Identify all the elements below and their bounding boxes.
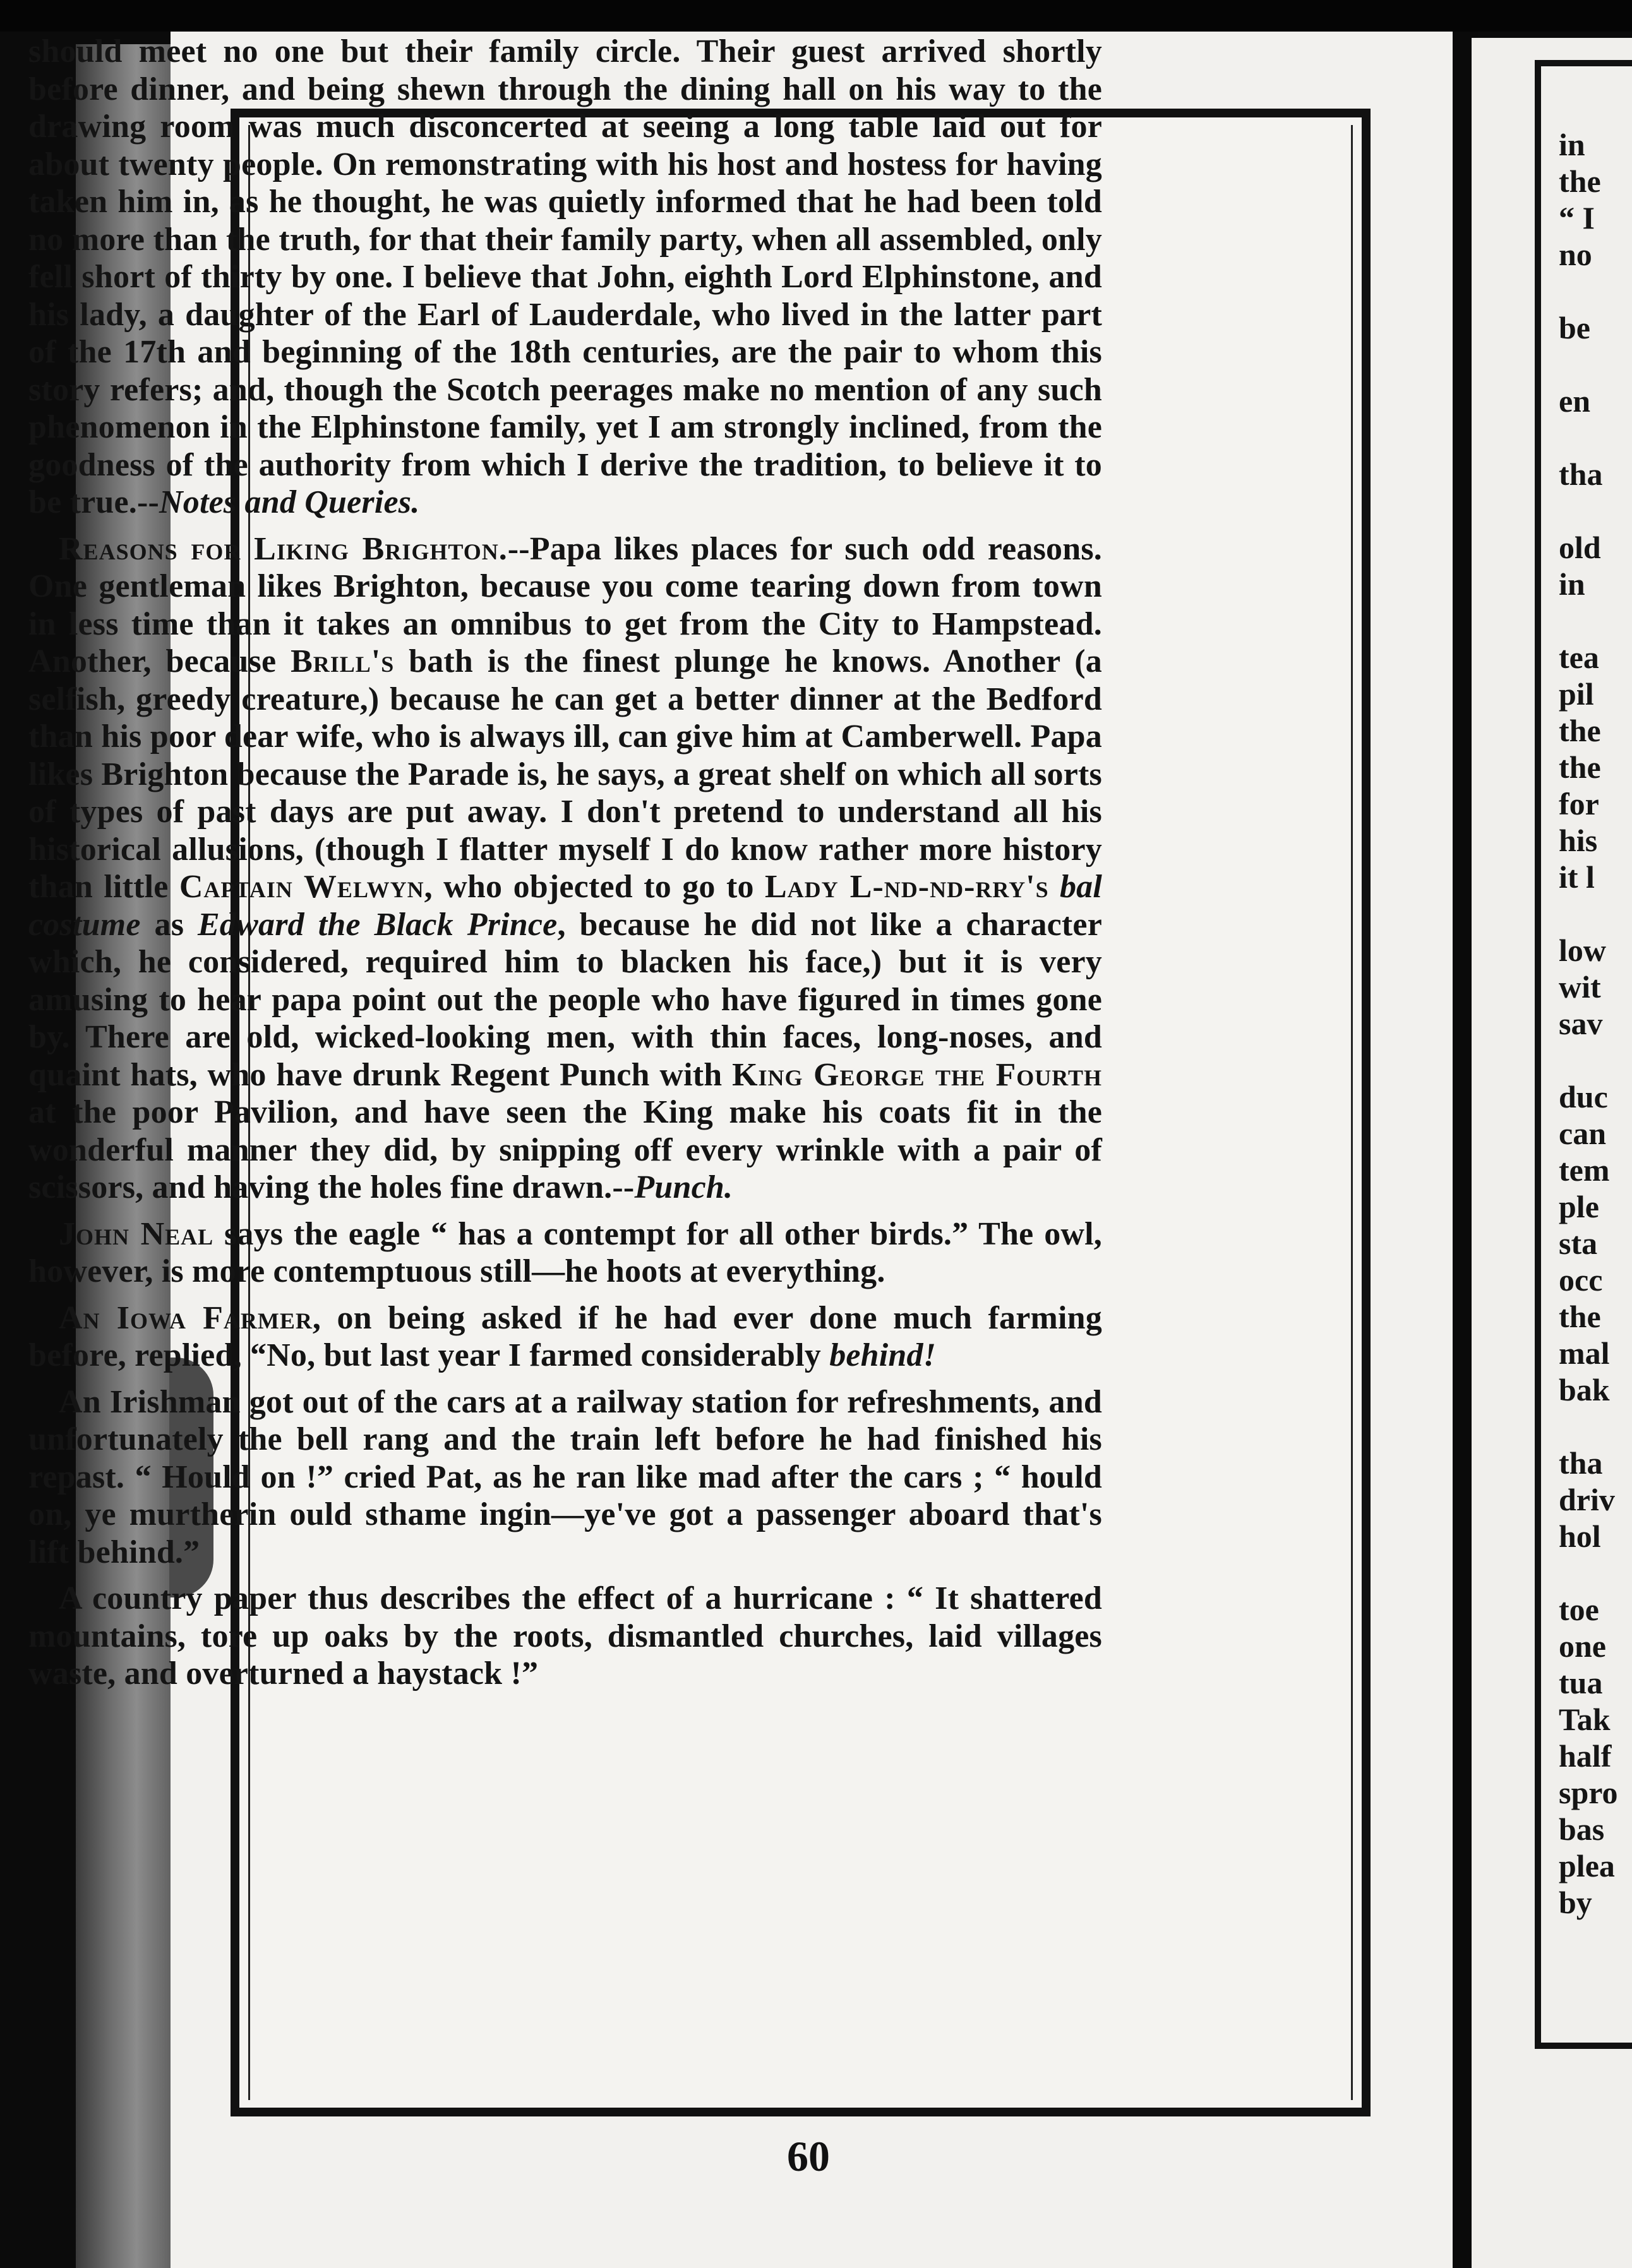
right-page-fragment: pil (1559, 676, 1594, 712)
right-page-text-fragments (1559, 126, 1632, 1921)
right-page-fragment (1559, 1555, 1632, 1591)
source-notes-and-queries: Notes and Queries. (159, 484, 420, 520)
right-page-fragment (1559, 346, 1632, 383)
right-page-fragment (1559, 492, 1632, 529)
right-page-fragment: plea (1559, 1848, 1615, 1883)
right-page-fragment (1559, 1042, 1632, 1078)
right-page-fragment: Tak (1559, 1702, 1611, 1737)
right-page-fragment: no (1559, 237, 1592, 272)
scan-border-top (0, 0, 1632, 32)
phrase-bal-costume: bal costume (28, 869, 1103, 943)
paragraph-brighton: Reasons for Liking Brighton.--Papa likes places for such odd reasons. One gentleman likes Brighton, because you come tearing down from town in less time than it takes an omnibus to get from the City to Hampstead. Another, because Brill's bath is the finest plunge he knows. Another (a selfish, greedy creature,) because he can get a better dinner at the Bedford than his poor dear wife, who is always ill, can give him at Camberwell. Papa likes Brighton because the Parade is, he says, a great shelf on which all sorts of types of past days are put away. I don't pretend to understand all his historical allusions, (though I flatter myself I do know rather more history than little Captain Welwyn, who objected to go to Lady L-nd-nd-rry's bal costume as Edward the Black Prince, because he did not like a character which, he considered, required him to blacken his face,) but it is very amusing to hear papa point out the people who have figured in times gone by. There are old, wicked-looking men, with thin faces, long-noses, and quaint hats, who have drunk Regent Punch with King George the Fourth at the poor Pavilion, and have seen the King make his coats fit in the wonderful manner they did, by snipping off every wrinkle with a pair of scissors, and having the holes fine drawn.--Punch. (28, 530, 1103, 1205)
right-page-fragment (1559, 602, 1632, 639)
phrase-behind: behind! (829, 1337, 937, 1373)
phrase-edward-black-prince: Edward the Black Prince (198, 906, 558, 943)
right-page-fragment: half (1559, 1738, 1612, 1774)
name-iowa-farmer: An Iowa Farmer (59, 1299, 313, 1336)
right-page-fragment: en (1559, 383, 1590, 419)
right-page-fragment: the (1559, 1299, 1601, 1334)
right-page-fragment: mal (1559, 1335, 1610, 1371)
right-page-fragment: the (1559, 713, 1601, 748)
right-page-fragment: bak (1559, 1372, 1610, 1407)
name-lady: Lady L-nd-nd-rry's (765, 869, 1049, 905)
name-captain-welwyn: Captain Welwyn (179, 869, 424, 905)
right-page-fragment: sta (1559, 1226, 1598, 1261)
name-john-neal: John Neal (59, 1215, 214, 1252)
right-page-fragment: tua (1559, 1665, 1603, 1700)
right-page-fragment: in (1559, 566, 1585, 602)
right-page-fragment: spro (1559, 1775, 1618, 1810)
right-page-fragment: ple (1559, 1189, 1599, 1224)
right-page-fragment (1559, 1408, 1632, 1445)
right-page-fragment: his (1559, 823, 1598, 858)
right-page-fragment: “ I (1559, 200, 1595, 236)
paragraph-elphinstone: should meet no one but their family circle. Their guest arrived shortly before dinner, and being shewn through the dining hall on his way to the drawing room was much disconcerted at seeing a long table laid out for about twenty people. On remonstrating with his host and hostess for having taken him in, as he thought, he was quietly informed that he had been told no more than the truth, for that their family party, when all assembled, only fell short of thirty by one. I believe that John, eighth Lord Elphinstone, and his lady, a daughter of the Earl of Lauderdale, who lived in the latter part of the 17th and beginning of the 18th centuries, are the pair to whom this story refers; and, though the Scotch peerages make no mention of any such phenomenon in the Elphinstone family, yet I am strongly inclined, from the goodness of the authority from which I derive the tradition, to believe it to be true.--Notes and Queries. (28, 33, 1102, 520)
right-page-fragment (1559, 895, 1632, 932)
heading-reasons-brighton: Reasons for Liking Brighton. (59, 530, 508, 567)
right-page-fragment (1559, 273, 1632, 309)
paragraph-iowa-farmer: An Iowa Farmer, on being asked if he had ever done much farming before, replied, “No, but last year I farmed considerably behind! (28, 1299, 1102, 1373)
right-page-fragment: can (1559, 1116, 1606, 1151)
right-page-fragment: wit (1559, 969, 1601, 1005)
paragraph-irishman: An Irishman got out of the cars at a railway station for refreshments, and unfortunately the bell rang and the train left before he had finished his repast. “ Hould on !” cried Pat, as he ran like mad after the cars ; “ hould on, ye murtherin ould sthame ingin—ye've got a passenger aboard that's lift behind.” (28, 1383, 1102, 1570)
right-page-fragment: duc (1559, 1079, 1608, 1114)
right-page-fragment: low (1559, 933, 1606, 968)
right-page-fragment: tem (1559, 1152, 1610, 1188)
page-number: 60 (787, 2132, 830, 2180)
right-page-fragment: the (1559, 749, 1601, 785)
right-page-fragment: toe (1559, 1592, 1599, 1627)
right-page-fragment: for (1559, 786, 1599, 821)
right-page-fragment: the (1559, 164, 1601, 199)
right-page-fragment: sav (1559, 1006, 1603, 1041)
right-page-fragment: driv (1559, 1482, 1615, 1517)
article-column (28, 33, 1102, 1693)
right-page-fragment: hol (1559, 1519, 1601, 1554)
right-page-fragment: in (1559, 127, 1585, 162)
right-page-fragment: one (1559, 1628, 1606, 1664)
right-page-fragment: tea (1559, 640, 1599, 675)
right-page-fragment: tha (1559, 1445, 1603, 1481)
right-page-fragment (1559, 419, 1632, 456)
right-page-fragment: tha (1559, 457, 1603, 492)
right-page-fragment: old (1559, 530, 1601, 565)
right-page-fragment: by (1559, 1885, 1592, 1920)
right-page-fragment: it l (1559, 859, 1595, 895)
source-punch: Punch. (634, 1169, 733, 1205)
name-brill: Brill's (291, 643, 395, 679)
right-page-fragment: occ (1559, 1262, 1603, 1298)
name-king-george: King George the Fourth (732, 1056, 1103, 1093)
right-page-fragment: be (1559, 310, 1590, 345)
paragraph-hurricane: A country paper thus describes the effect of a hurricane : “ It shattered mountains, tore up oaks by the roots, dismantled churches, laid villages waste, and overturned a haystack !” (28, 1580, 1102, 1692)
paragraph-eagle: John Neal says the eagle “ has a contempt for all other birds.” The owl, however, is more contemptuous still—he hoots at everything. (28, 1215, 1103, 1289)
right-page-fragment: bas (1559, 1811, 1605, 1847)
